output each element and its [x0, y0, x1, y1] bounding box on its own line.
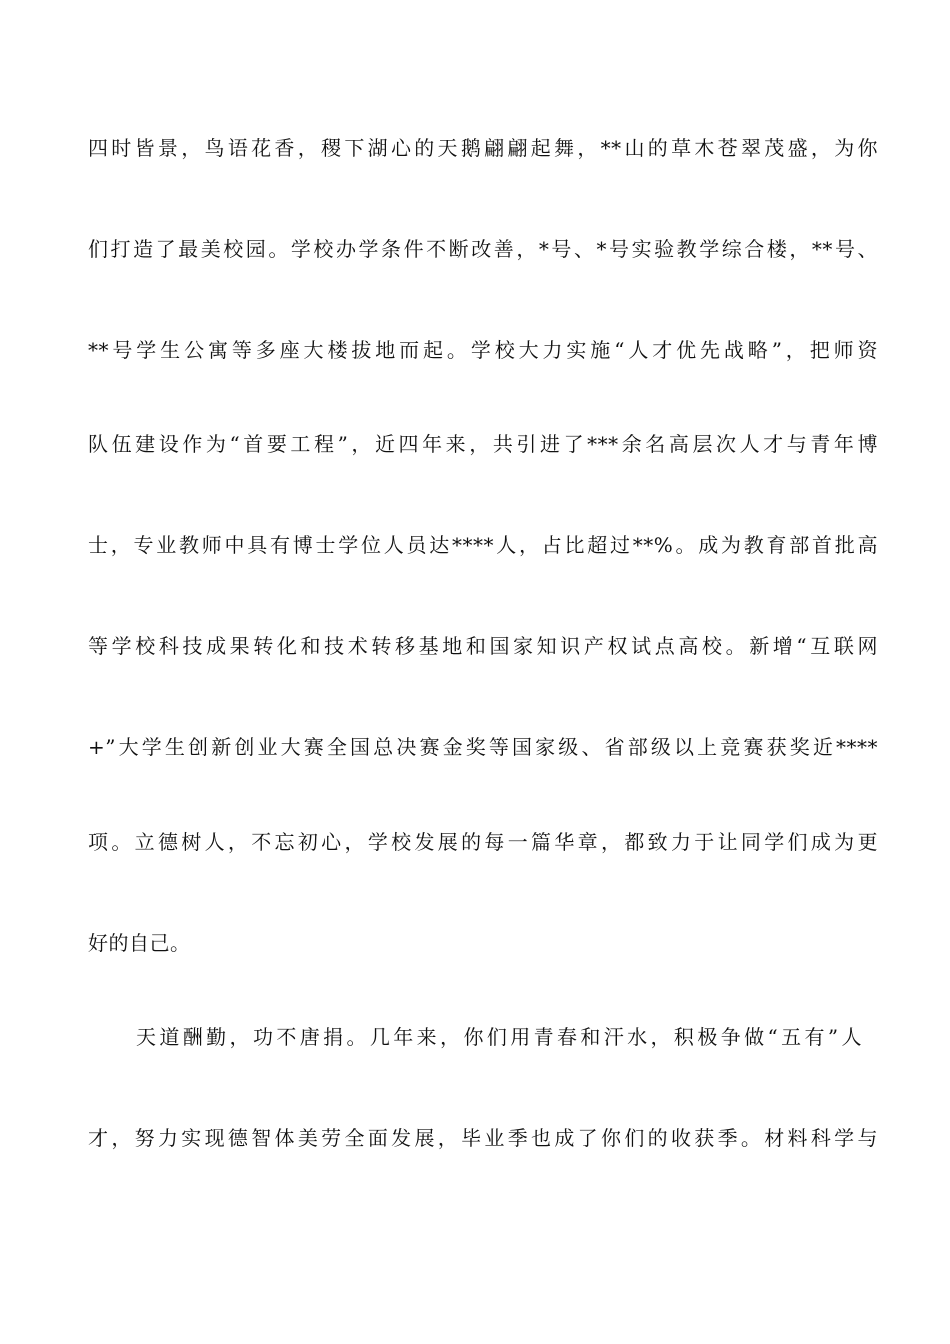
text-line: **号学生公寓等多座大楼拔地而起。学校大力实施“人才优先战略”，把师资 — [88, 338, 878, 362]
text-line: 才，努力实现德智体美劳全面发展，毕业季也成了你们的收获季。材料科学与 — [88, 1126, 878, 1150]
text-line: 等学校科技成果转化和技术转移基地和国家知识产权试点高校。新增“互联网 — [88, 634, 878, 658]
text-line: 士，专业教师中具有博士学位人员达****人，占比超过**%。成为教育部首批高 — [88, 533, 878, 557]
text-line: 们打造了最美校园。学校办学条件不断改善，*号、*号实验教学综合楼，**号、 — [88, 237, 878, 261]
text-line: 队伍建设作为“首要工程”，近四年来，共引进了***余名高层次人才与青年博 — [88, 432, 878, 456]
text-line: 四时皆景，鸟语花香，稷下湖心的天鹅翩翩起舞，**山的草木苍翠茂盛，为你 — [88, 136, 878, 160]
text-line: 好的自己。 — [88, 931, 191, 955]
text-line: +”大学生创新创业大赛全国总决赛金奖等国家级、省部级以上竞赛获奖近**** — [88, 735, 878, 759]
text-line: 项。立德树人，不忘初心，学校发展的每一篇华章，都致力于让同学们成为更 — [88, 830, 878, 854]
text-line: 天道酬勤，功不唐捐。几年来，你们用青春和汗水，积极争做“五有”人 — [136, 1025, 862, 1049]
